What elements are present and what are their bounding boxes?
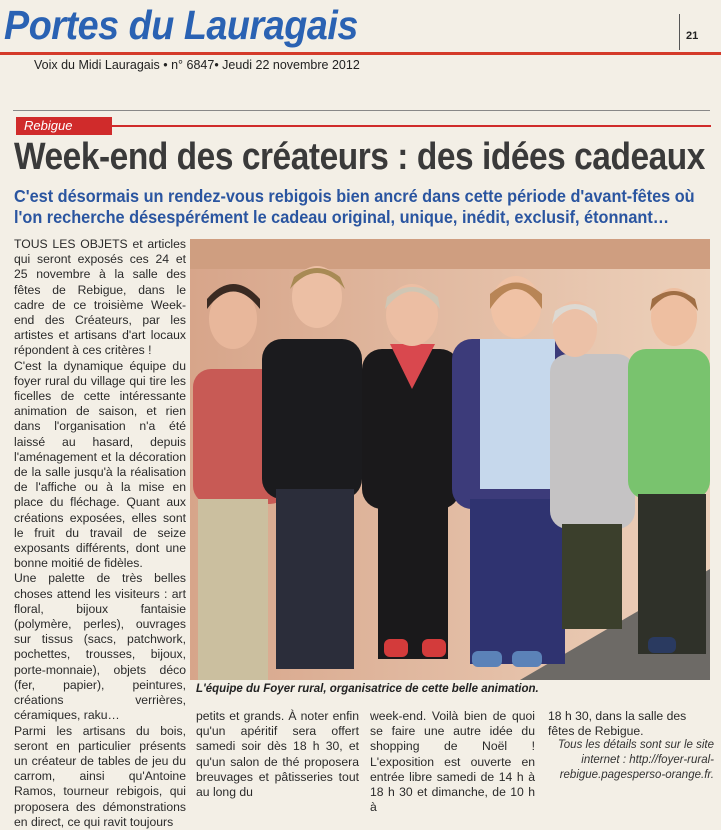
article-lede [14,186,714,228]
paragraph: Une palette de très belles choses attend les visiteurs : art floral, bijoux fantaisie (polymère, perles), ouvrages sur tissus (sacs, patchwork, pochettes, trousses, bijoux, porte-monnaie), objets déco (fer, papier), peintures, créations verrières, céramiques, raku… [14,571,186,723]
paragraph: TOUS LES OBJETS et articles qui seront exposés ces 24 et 25 novembre à la salle des fêtes de Rebigue, dans le cadre de ce troisième Week-end des Créateurs, par les artistes et artisans d'art locaux répondent à ces critères ! [14,237,186,358]
section-tag: Rebigue [16,117,112,135]
article-headline: Week-end des créateurs : des idées cadeaux [14,136,705,178]
paragraph: Parmi les artisans du bois, seront en particulier présents un créateur de tables de jeu du carrom, ainsi qu'Antoine Ramos, tourneur rebigois, qui proposera des démonstrations en direct, ce qui ravit toujours [14,723,186,829]
divider [679,14,680,50]
article-column-3: week-end. Voilà bien de quoi se faire une autre idée du shopping de Noël ! L'exposition est ouverte en entrée libre samedi de 14 h à 18 h 30 et dimanche, de 10 h à [370,709,535,815]
info-box: Tous les détails sont sur le site internet : http://foyer-rural-rebigue.pagesperso-orange.fr. [557,739,714,781]
article-column-1 [14,237,186,830]
article-photo [190,239,710,680]
lede-line: l'on recherche désespérément le cadeau original, unique, inédit, exclusif, étonnant… [14,207,670,227]
newspaper-section-title: Portes du Lauragais [4,2,358,48]
section-rule [112,125,711,127]
article-column-2: petits et grands. À noter enfin qu'un apéritif sera offert samedi soir dès 18 h 30, et qu'un salon de thé proposera breuvages et pâtisseries tout au long du [196,709,359,800]
section-tag-bar [16,117,711,135]
masthead [0,0,721,60]
issue-line: Voix du Midi Lauragais • n° 6847• Jeudi 22 novembre 2012 [34,58,360,72]
paragraph: C'est la dynamique équipe du foyer rural du village qui tire les ficelles de cette intéressante animation de saison, et rien dans l'organisation n'a été laissé au hasard, depuis l'aménagement et la décoration de la salle jusqu'à la réalisation de l'affiche ou à la mise en place du fléchage. Quant aux créations exposées, elles sont le fruit du travail de seize exposants différents, dont une bonne moitié de fidèles. [14,358,186,571]
photo-caption: L'équipe du Foyer rural, organisatrice de cette belle animation. [196,683,539,695]
masthead-rule [0,52,721,55]
page-number: 21 [686,30,699,42]
divider [13,110,710,111]
lede-line: C'est désormais un rendez-vous rebigois bien ancré dans cette période d'avant-fêtes où [14,186,695,206]
article-column-4: 18 h 30, dans la salle des fêtes de Rebigue. [548,709,687,739]
